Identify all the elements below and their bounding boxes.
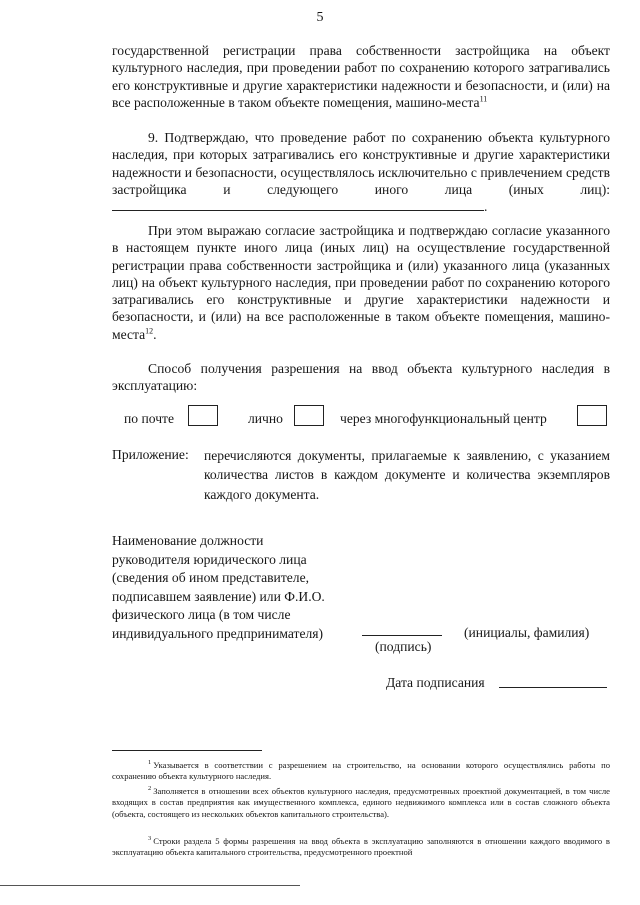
footnote-ref: 12 <box>145 326 154 336</box>
option-checkbox-in-person[interactable] <box>294 405 324 426</box>
paragraph-text: 9. Подтверждаю, что проведение работ по сохранению объекта культурного наследия, при которых затрагивались его конструктивные и другие характеристики надежности и безопасности, осуществлялось исключительно с привлечением средств застройщика и следующего иного лица (иных лиц): <box>112 130 610 197</box>
paragraph-text: государственной регистрации права собственности застройщика на объект культурного наследия, при проведении работ по сохранению которого затрагивались его конструктивные и другие характеристики надежности и безопасности, и (или) на все расположенные в таком объекте помещения, машино-места <box>112 43 610 110</box>
signatory-description: Наименование должности руководителя юридического лица (сведения об ином представителе, подписавшем заявление) или Ф.И.О. физического лица (в том числе индивидуального предпринимателя) <box>112 533 325 641</box>
option-label-mail: по почте <box>124 411 175 426</box>
name-caption: (инициалы, фамилия) <box>464 625 590 640</box>
attachment-label: Приложение: <box>112 447 189 462</box>
footnote-1: $^1$ Указывается в соответствии с разрешением на строительство, на основании которого осуществлялись работы по сохранению объекта культурного наследия. <box>112 759 610 782</box>
page-number: 5 <box>316 10 324 25</box>
date-line[interactable] <box>499 686 607 688</box>
footnote-ref: 11 <box>479 94 488 104</box>
method-heading: Способ получения разрешения на ввод объекта культурного наследия в эксплуатацию: <box>112 361 610 394</box>
paragraph-registration-continued <box>112 42 610 111</box>
paragraph-text: При этом выражаю согласие застройщика и подтверждаю согласие указанного в настоящем пункте иного лица (иных лиц) на осуществление государственной регистрации права собственности застройщика и (или) указанного лица (указанных лиц) на объект культурного наследия, при проведении работ по сохранению которого затрагивались его конструктивные и другие характеристики надежности и безопасности, и (или) на все расположенные в таком объекте помещения, машино-места <box>112 223 610 342</box>
footnote-separator <box>112 750 262 751</box>
option-label-in-person: лично <box>248 411 283 426</box>
signature-caption: (подпись) <box>375 639 432 654</box>
signature-line[interactable] <box>362 634 442 636</box>
page-bottom-rule <box>0 885 300 886</box>
attachment-text: перечисляются документы, прилагаемые к заявлению, с указанием количества листов в каждом документе и количества экземпляров каждого документа. <box>204 448 610 502</box>
option-checkbox-mail[interactable] <box>188 405 218 426</box>
date-label: Дата подписания <box>386 675 485 690</box>
option-label-mfc: через многофункциональный центр <box>340 411 547 426</box>
other-persons-fill-line[interactable] <box>112 198 484 211</box>
footnote-2: $^2$ Заполняется в отношении всех объектов культурного наследия, предусмотренных проектной документацией, в том числе входящих в состав предприятия как имущественного комплекса, единого недвижимого комплекса или в состав сложного объекта (объекта, состоящего из нескольких объектов капитального строительства). <box>112 785 610 819</box>
paragraph-consent: При этом выражаю согласие застройщика и подтверждаю согласие указанного в настоящем пункте иного лица (иных лиц) на осуществление государственной регистрации права собственности застройщика и (или) указанного лица (указанных лиц) на объект культурного наследия, при проведении работ по сохранению которого затрагивались его конструктивные и другие характеристики надежности и безопасности, и (или) на все расположенные в таком объекте помещения, машино-места$^{12}$. <box>112 223 610 342</box>
footnote-3: $^3$ Строки раздела 5 формы разрешения на ввод объекта в эксплуатацию заполняются в отношении каждого вводимого в эксплуатацию объекта капитального строительства, предусмотренного проектной <box>112 835 610 858</box>
option-checkbox-mfc[interactable] <box>577 405 607 426</box>
paragraph-9: 9. Подтверждаю, что проведение работ по сохранению объекта культурного наследия, при которых затрагивались его конструктивные и другие характеристики надежности и безопасности, осуществлялось исключительно с привлечением средств застройщика и следующего иного лица (иных лиц): . <box>112 130 610 215</box>
